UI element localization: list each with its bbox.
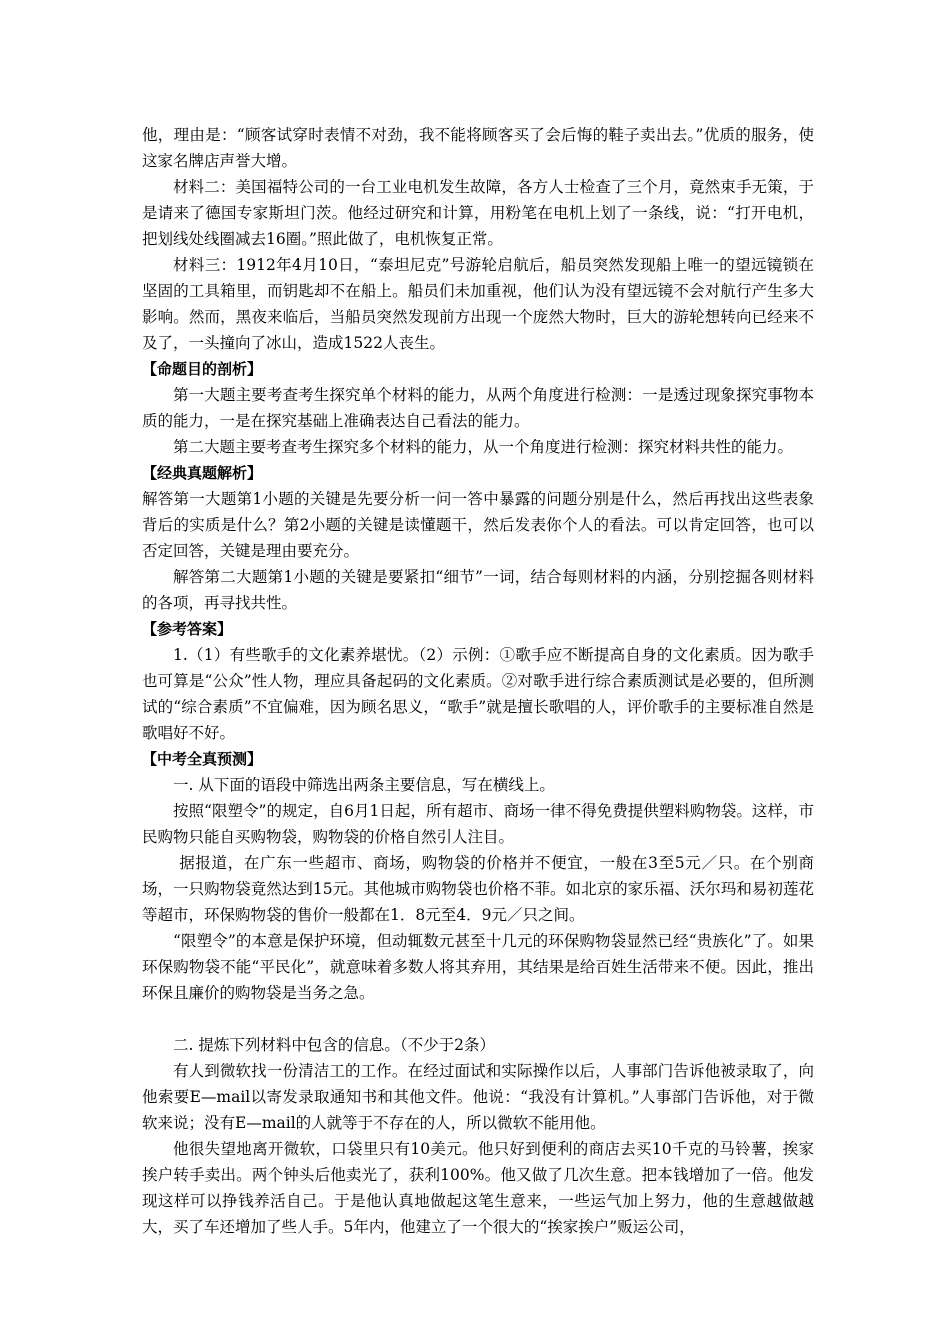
paragraph-material-three: 材料三：1912年4月10日，“泰坦尼克”号游轮启航后，船员突然发现船上唯一的望远镜锁在坚固的工具箱里，而钥匙却不在船上。船员们未加重视，他们认为没有望远镜不会对航行产生多大影响。然而，黑夜来临后，当船员突然发现前方出现一个庞然大物时，巨大的游轮想转向已经来不及了，一头撞向了冰山，造成1522人丧生。: [142, 256, 814, 352]
section-heading-answers: 【参考答案】: [142, 620, 233, 638]
question-two-prompt: 二. 提炼下列材料中包含的信息。（不少于2条）: [173, 1036, 495, 1054]
blank-line: [142, 1006, 814, 1032]
question-one-prompt: 一. 从下面的语段中筛选出两条主要信息，写在横线上。: [173, 776, 555, 794]
paragraph-analysis-one: 解答第一大题第1小题的关键是先要分析一问一答中暴露的问题分别是什么，然后再找出这些表象背后的实质是什么？第2小题的关键是读懂题干，然后发表你个人的看法。可以肯定回答，也可以否定回答，关键是理由要充分。: [142, 490, 814, 560]
paragraph-material-two: 材料二：美国福特公司的一台工业电机发生故障，各方人士检查了三个月，竟然束手无策，于是请来了德国专家斯坦门茨。他经过研究和计算，用粉笔在电机上划了一条线，说：“打开电机，把划线处线圈减去16圈。”照此做了，电机恢复正常。: [142, 178, 814, 248]
paragraph-plastic-ban: 按照“限塑令”的规定，自6月1日起，所有超市、商场一律不得免费提供塑料购物袋。这样，市民购物只能自买购物袋，购物袋的价格自然引人注目。: [142, 802, 814, 846]
paragraph-material-one-end: 他，理由是：“顾客试穿时表情不对劲，我不能将顾客买了会后悔的鞋子卖出去。”优质的服务，使这家名牌店声誉大增。: [142, 126, 814, 170]
paragraph-eco-bags: “限塑令”的本意是保护环境，但动辄数元甚至十几元的环保购物袋显然已经“贵族化”了。如果环保购物袋不能“平民化”，就意味着多数人将其弃用，其结果是给百姓生活带来不便。因此，推出环保且廉价的购物袋是当务之急。: [142, 932, 814, 1002]
paragraph-purpose-two: 第二大题主要考查考生探究多个材料的能力，从一个角度进行检测：探究材料共性的能力。: [173, 438, 794, 456]
paragraph-microsoft-job: 有人到微软找一份清洁工的工作。在经过面试和实际操作以后，人事部门告诉他被录取了，向他索要E—mail以寄发录取通知书和其他文件。他说：“我没有计算机。”人事部门告诉他，对于微软来说；没有E—mail的人就等于不存在的人，所以微软不能用他。: [142, 1062, 814, 1132]
section-heading-prediction: 【中考全真预测】: [142, 750, 263, 768]
paragraph-answer-one: 1.（1）有些歌手的文化素养堪忧。（2）示例：①歌手应不断提高自身的文化素质。因为歌手也可算是“公众”性人物，理应具备起码的文化素质。②对歌手进行综合素质测试是必要的，但所测试的“综合素质”不宜偏难，因为顾名思义，“歌手”就是擅长歌唱的人，评价歌手的主要标准自然是歌唱好不好。: [142, 646, 814, 742]
paragraph-potato-business: 他很失望地离开微软，口袋里只有10美元。他只好到便利的商店去买10千克的马铃薯，挨家挨户转手卖出。两个钟头后他卖光了，获利100%。他又做了几次生意。把本钱增加了一倍。他发现这样可以挣钱养活自己。于是他认真地做起这笔生意来，一些运气加上努力，他的生意越做越大，买了车还增加了些人手。5年内，他建立了一个很大的“挨家挨户”贩运公司，: [142, 1140, 814, 1236]
section-heading-analysis: 【经典真题解析】: [142, 464, 263, 482]
section-heading-purpose: 【命题目的剖析】: [142, 360, 263, 378]
document-page: [142, 122, 814, 1240]
paragraph-analysis-two: 解答第二大题第1小题的关键是要紧扣“细节”一词，结合每则材料的内涵，分别挖掘各则材料的各项，再寻找共性。: [142, 568, 814, 612]
paragraph-bag-prices: 据报道，在广东一些超市、商场，购物袋的价格并不便宜，一般在3至5元／只。在个别商场，一只购物袋竟然达到15元。其他城市购物袋也价格不菲。如北京的家乐福、沃尔玛和易初莲花等超市，环保购物袋的售价一般都在1．8元至4．9元／只之间。: [142, 854, 814, 924]
paragraph-purpose-one: 第一大题主要考查考生探究单个材料的能力，从两个角度进行检测：一是透过现象探究事物本质的能力，一是在探究基础上准确表达自己看法的能力。: [142, 386, 814, 430]
